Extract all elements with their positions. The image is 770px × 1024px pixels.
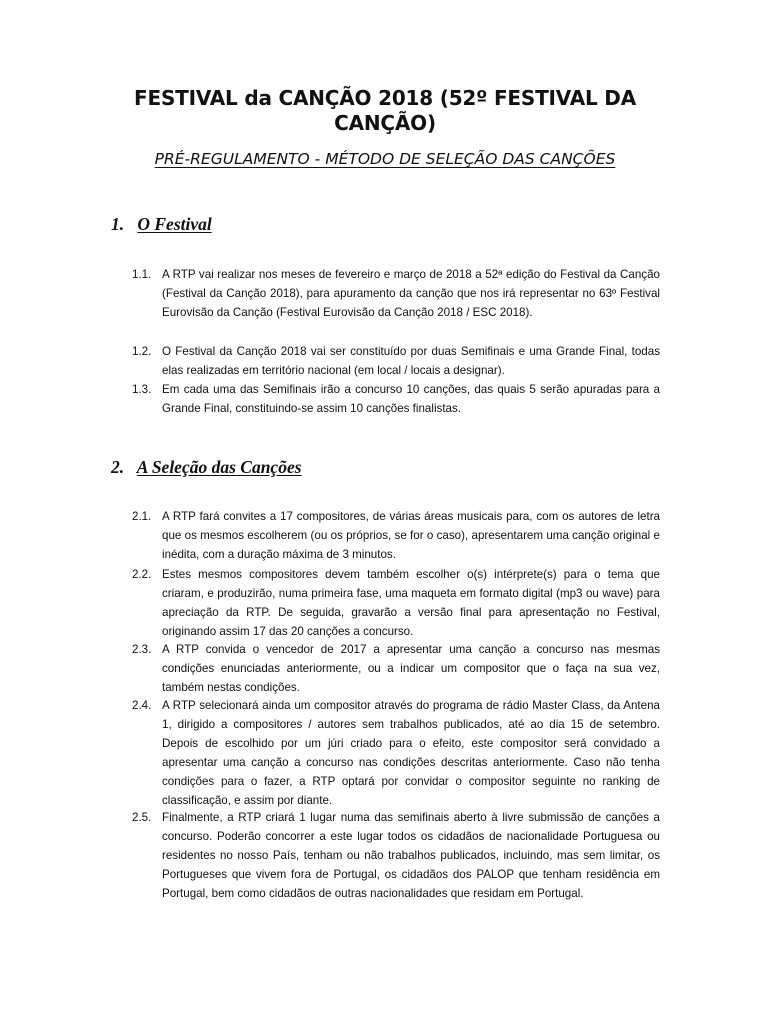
clause-text: A RTP vai realizar nos meses de fevereiro e março de 2018 a 52ª edição do Festival da Canção (Festival da Canção 2018), para apuramento da canção que nos irá representar no 63º Festival Eurovisão da Canção (Festival Eurovisão da Canção 2018 / ESC 2018). bbox=[162, 268, 660, 319]
clause-number: 2.1. bbox=[132, 510, 152, 523]
clause-text: A RTP convida o vencedor de 2017 a apresentar uma canção a concurso nas mesmas condições enunciadas anteriormente, ou a indicar um compositor que o faça na sua vez, também nestas condições. bbox=[162, 643, 660, 694]
section-title: A Seleção das Canções bbox=[136, 457, 302, 477]
clause-number: 2.5. bbox=[132, 811, 152, 824]
clause-number: 1.3. bbox=[132, 383, 152, 396]
section-number: 1. bbox=[111, 214, 125, 234]
clause-text: A RTP selecionará ainda um compositor através do programa de rádio Master Class, da Antena 1, dirigido a compositores / autores sem trabalhos publicados, até ao dia 15 de setembro. Depois de escolhido por um júri criado para o efeito, este compositor será convidado a apresentar uma canção a concurso nas condições descritas anteriormente. Caso não tenha condições para o fazer, a RTP optará por convidar o compositor seguinte no ranking de classificação, e assim por diante. bbox=[162, 699, 660, 807]
clause-2-5 bbox=[132, 808, 660, 903]
document-subtitle: PRÉ-REGULAMENTO - MÉTODO DE SELEÇÃO DAS CANÇÕES bbox=[154, 150, 616, 168]
clause-1-2 bbox=[132, 342, 660, 380]
clause-2-4 bbox=[132, 696, 660, 810]
section-number: 2. bbox=[111, 457, 125, 477]
clause-number: 2.3. bbox=[132, 643, 152, 656]
clause-2-3 bbox=[132, 640, 660, 697]
clause-text: Finalmente, a RTP criará 1 lugar numa das semifinais aberto à livre submissão de canções a concurso. Poderão concorrer a este lugar todos os cidadãos de nacionalidade Portuguesa ou residentes no nosso País, tenham ou não trabalhos publicados, incluindo, mas sem limitar, os Portugueses que vivem fora de Portugal, os cidadãos dos PALOP que tenham residência em Portugal, bem como cidadãos de outras nacionalidades que residam em Portugal. bbox=[162, 811, 660, 900]
clause-2-1 bbox=[132, 507, 660, 564]
clause-text: A RTP fará convites a 17 compositores, de várias áreas musicais para, com os autores de letra que os mesmos escolherem (ou os próprios, se for o caso), apresentarem uma canção original e inédita, com a duração máxima de 3 minutos. bbox=[162, 510, 660, 561]
clause-number: 2.2. bbox=[132, 568, 152, 581]
document-title: FESTIVAL da CANÇÃO 2018 (52º FESTIVAL DA CANÇÃO) bbox=[134, 86, 636, 135]
section-title: O Festival bbox=[137, 214, 212, 234]
clause-text: O Festival da Canção 2018 vai ser constituído por duas Semifinais e uma Grande Final, todas elas realizadas em território nacional (em local / locais a designar). bbox=[162, 345, 660, 377]
clause-1-1 bbox=[132, 265, 660, 322]
section-heading-2 bbox=[111, 456, 302, 478]
clause-2-2 bbox=[132, 565, 660, 641]
clause-text: Estes mesmos compositores devem também escolher o(s) intérprete(s) para o tema que criaram, e produzirão, numa primeira fase, uma maqueta em formato digital (mp3 ou wave) para apreciação da RTP. De seguida, gravarão a versão final para apresentação no Festival, originando assim 17 das 20 canções a concurso. bbox=[162, 568, 660, 638]
clause-text: Em cada uma das Semifinais irão a concurso 10 canções, das quais 5 serão apuradas para a Grande Final, constituindo-se assim 10 canções finalistas. bbox=[162, 383, 660, 415]
section-heading-1 bbox=[111, 213, 212, 235]
clause-number: 2.4. bbox=[132, 699, 152, 712]
clause-1-3 bbox=[132, 380, 660, 418]
clause-number: 1.2. bbox=[132, 345, 152, 358]
clause-number: 1.1. bbox=[132, 268, 152, 281]
